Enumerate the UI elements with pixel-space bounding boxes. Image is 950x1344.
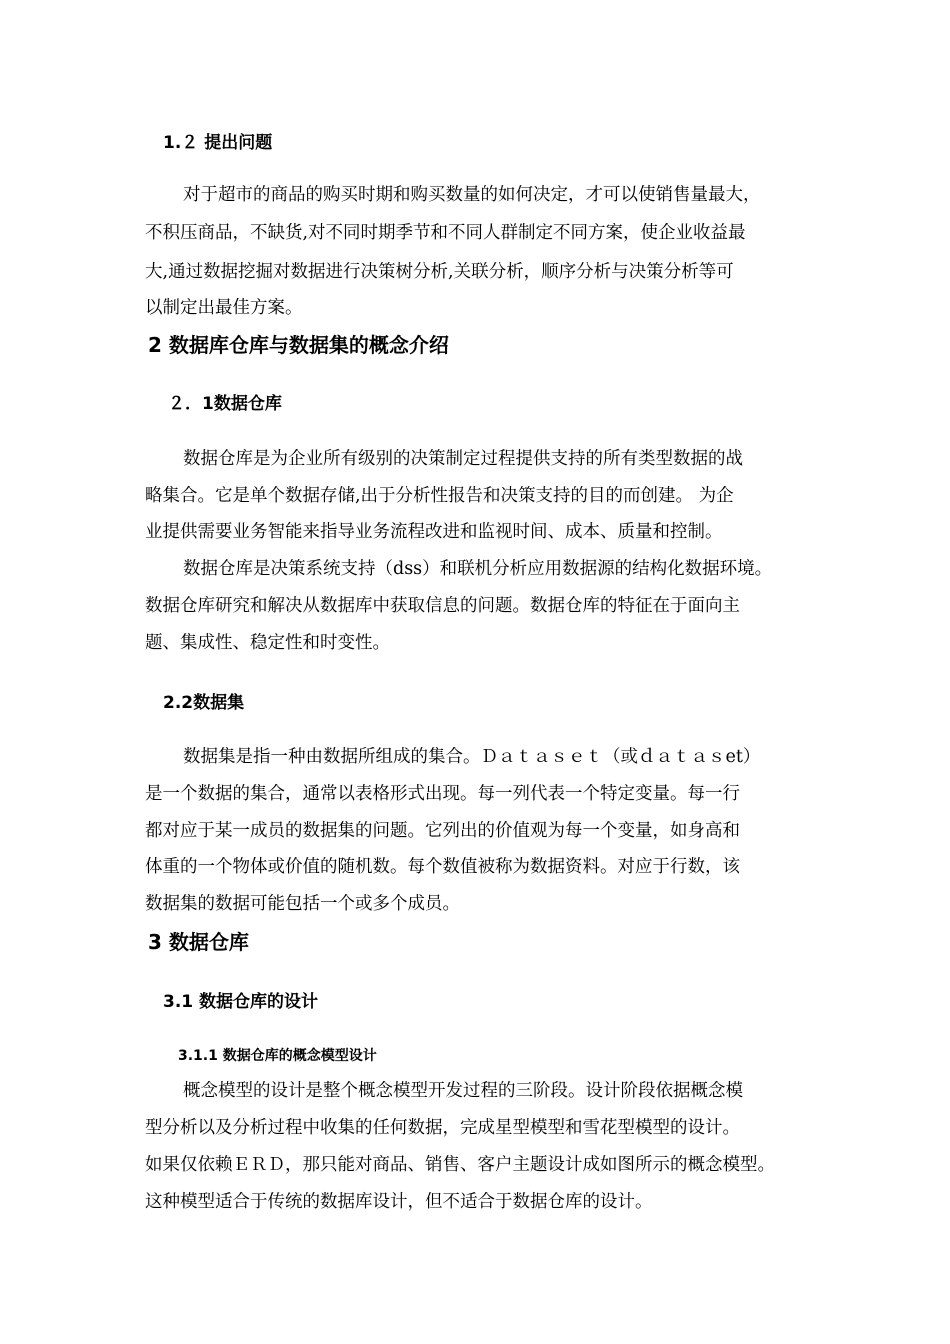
paragraph-line: 对于超市的商品的购买时期和购买数量的如何决定，才可以使销售量最大， (183, 185, 761, 205)
section-heading-3-1: 3.1 数据仓库的设计 (163, 992, 319, 1012)
chapter-heading-3: 3 数据仓库 (148, 930, 249, 954)
paragraph-line: 以制定出最佳方案。 (145, 298, 303, 318)
section-heading-2-1: ２．1数据仓库 (168, 394, 282, 414)
subsection-heading-3-1-1: 3.1.1 数据仓库的概念模型设计 (178, 1048, 377, 1064)
paragraph-line: 题、集成性、稳定性和时变性。 (145, 633, 390, 653)
paragraph-line: 型分析以及分析过程中收集的任何数据，完成星型模型和雪花型模型的设计。 (145, 1118, 740, 1138)
paragraph-line: 数据集的数据可能包括一个或多个成员。 (145, 894, 460, 914)
paragraph-line: 如果仅依赖ＥＲＤ，那只能对商品、销售、客户主题设计成如图所示的概念模型。 (145, 1155, 775, 1175)
paragraph-line: 大,通过数据挖掘对数据进行决策树分析,关联分析，顺序分析与决策分析等可 (145, 262, 734, 282)
paragraph-line: 数据仓库是为企业所有级别的决策制定过程提供支持的所有类型数据的战 (183, 449, 743, 469)
paragraph-line: 数据仓库是决策系统支持（dss）和联机分析应用数据源的结构化数据环境。 (183, 559, 773, 579)
section-heading-2-2: 2.2数据集 (163, 693, 245, 713)
section-heading-1-2: 1.２ 提出问题 (163, 133, 273, 153)
chapter-heading-2: 2 数据库仓库与数据集的概念介绍 (148, 333, 449, 357)
paragraph-line: 都对应于某一成员的数据集的问题。它列出的价值观为每一个变量，如身高和 (145, 821, 740, 841)
paragraph-line: 体重的一个物体或价值的随机数。每个数值被称为数据资料。对应于行数，该 (145, 857, 740, 877)
paragraph-line: 略集合。它是单个数据存储,出于分析性报告和决策支持的目的而创建。 为企 (145, 486, 734, 506)
paragraph-line: 是一个数据的集合，通常以表格形式出现。每一列代表一个特定变量。每一行 (145, 784, 740, 804)
paragraph-line: 数据集是指一种由数据所组成的集合。Ｄａｔａｓｅｔ（或ｄａｔａｓet） (183, 747, 761, 767)
paragraph-line: 数据仓库研究和解决从数据库中获取信息的问题。数据仓库的特征在于面向主 (145, 596, 740, 616)
paragraph-line: 业提供需要业务智能来指导业务流程改进和监视时间、成本、质量和控制。 (145, 522, 723, 542)
paragraph-line: 概念模型的设计是整个概念模型开发过程的三阶段。设计阶段依据概念模 (183, 1081, 743, 1101)
paragraph-line: 这种模型适合于传统的数据库设计，但不适合于数据仓库的设计。 (145, 1192, 653, 1212)
paragraph-line: 不积压商品，不缺货,对不同时期季节和不同人群制定不同方案，使企业收益最 (145, 223, 746, 243)
